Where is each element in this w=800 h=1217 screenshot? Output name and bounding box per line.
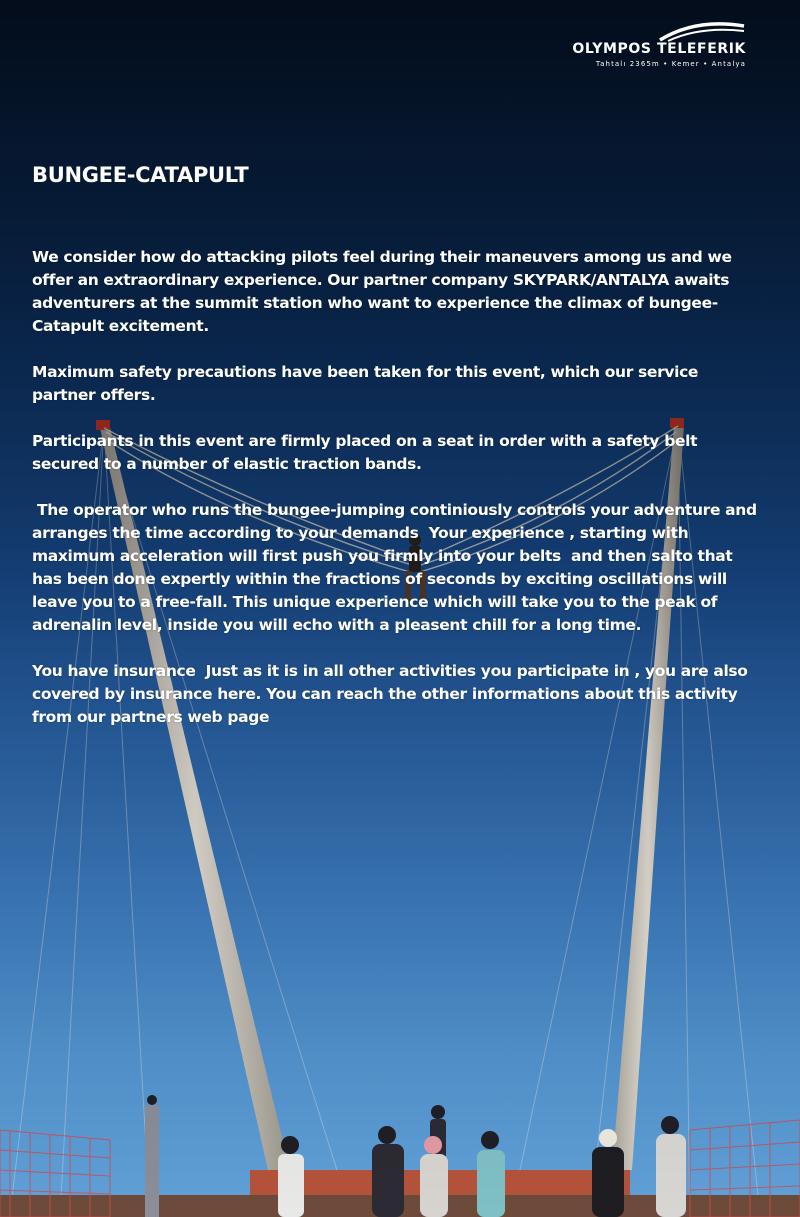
article-body	[32, 246, 762, 752]
paragraph-operator: The operator who runs the bungee-jumping continiously controls your adventure and arranges the time according to your demands Your experience , starting with maximum acceleration will first push you firmly into your belts and then salto that has been done expertly within the fractions of seconds by exciting oscillations will leave you to a free-fall. This unique experience which will take you to the peak of adrenalin level, inside you will echo with a pleasent chill for a long time.	[32, 501, 762, 634]
paragraph-safety: Maximum safety precautions have been taken for this event, which our service partner offers.	[32, 363, 704, 404]
paragraph-intro: We consider how do attacking pilots feel during their maneuvers among us and we offer an extraordinary experience. Our partner company SKYPARK/ANTALYA awaits adventurers at the summit station who want to experience the climax of bungee-Catapult excitement.	[32, 248, 737, 335]
olympos-teleferik-logo[interactable]	[572, 20, 746, 72]
paragraph-seat: Participants in this event are firmly placed on a seat in order with a safety belt secured to a number of elastic traction bands.	[32, 432, 703, 473]
cable-arc-icon	[656, 20, 746, 42]
page-title: BUNGEE-CATAPULT	[32, 163, 249, 187]
logo-name: OLYMPOS TELEFERIK	[572, 41, 746, 57]
logo-tagline: Tahtalı 2365m • Kemer • Antalya	[595, 60, 746, 68]
paragraph-insurance: You have insurance Just as it is in all other activities you participate in , you are also covered by insurance here. You can reach the other informations about this activity from our partners web page	[32, 662, 753, 726]
